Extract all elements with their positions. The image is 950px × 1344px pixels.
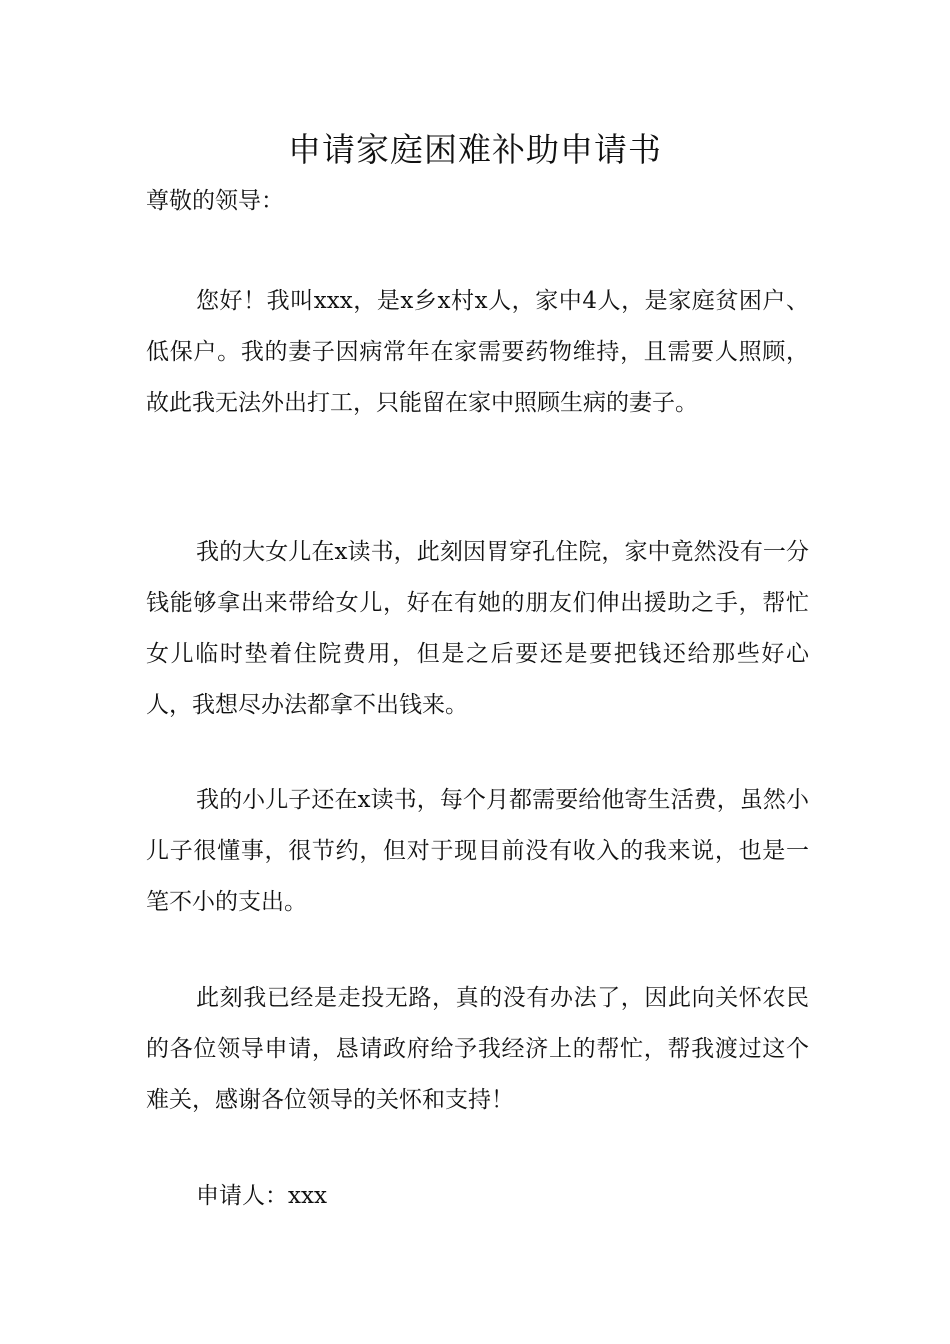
- body-paragraph-2: 我的大女儿在x读书，此刻因胃穿孔住院，家中竟然没有一分钱能够拿出来带给女儿，好在有她的朋友们伸出援助之手，帮忙女儿临时垫着住院费用，但是之后要还是要把钱还给那些好心人，我想尽办法都拿不出钱来。: [146, 539, 809, 718]
- salutation: 尊敬的领导：: [146, 188, 284, 214]
- body-paragraph-3: 我的小儿子还在x读书，每个月都需要给他寄生活费，虽然小儿子很懂事，很节约，但对于现目前没有收入的我来说，也是一笔不小的支出。: [146, 787, 809, 915]
- body-paragraph-1: 您好！我叫xxx，是x乡x村x人，家中4人，是家庭贫困户、低保户。我的妻子因病常年在家需要药物维持，且需要人照顾，故此我无法外出打工，只能留在家中照顾生病的妻子。: [146, 288, 809, 416]
- body-paragraph-4: 此刻我已经是走投无路，真的没有办法了，因此向关怀农民的各位领导申请，恳请政府给予我经济上的帮忙，帮我渡过这个难关，感谢各位领导的关怀和支持！: [146, 985, 809, 1113]
- document-title: 申请家庭困难补助申请书: [288, 130, 662, 169]
- applicant-signature: 申请人：xxx: [196, 1183, 327, 1209]
